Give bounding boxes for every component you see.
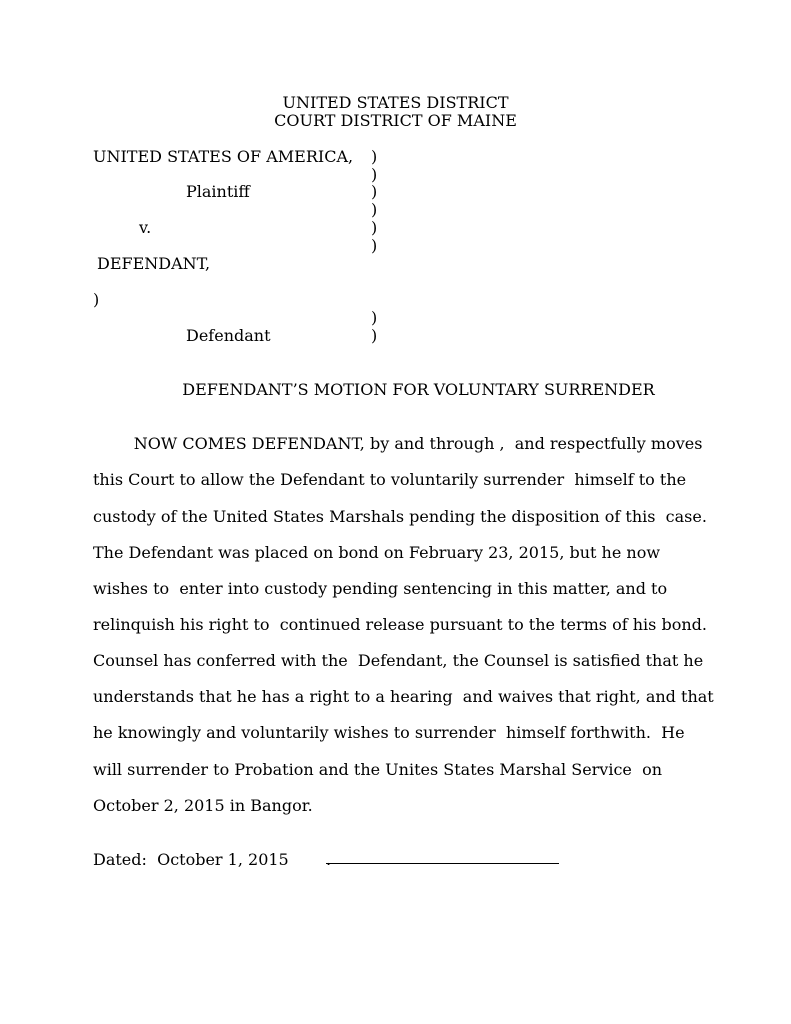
body-line: he knowingly and voluntarily wishes to surrender himself forthwith. He bbox=[93, 723, 685, 742]
stray-parenthesis: ) bbox=[93, 290, 100, 309]
caption-paren: ) bbox=[371, 326, 378, 345]
caption-paren: ) bbox=[371, 308, 378, 327]
body-line: The Defendant was placed on bond on February 23, 2015, but he now bbox=[93, 543, 661, 562]
dated-label: Dated: October 1, 2015 bbox=[93, 850, 289, 869]
plaintiff-name: UNITED STATES OF AMERICA, bbox=[93, 147, 354, 166]
caption-paren: ) bbox=[371, 182, 378, 201]
signature-mark: . bbox=[326, 850, 332, 869]
body-line: understands that he has a right to a hearing and waives that right, and that bbox=[93, 687, 714, 706]
body-line: NOW COMES DEFENDANT, by and through , and respectfully moves bbox=[93, 434, 703, 453]
defendant-role: Defendant bbox=[186, 326, 271, 345]
caption-paren: ) bbox=[371, 236, 378, 255]
plaintiff-role: Plaintiff bbox=[186, 182, 250, 201]
defendant-name: DEFENDANT, bbox=[97, 254, 211, 273]
court-header-line-2: COURT DISTRICT OF MAINE bbox=[274, 111, 517, 130]
body-line: will surrender to Probation and the Unites States Marshal Service on bbox=[93, 760, 662, 779]
caption-paren: ) bbox=[371, 200, 378, 219]
court-header-line-1: UNITED STATES DISTRICT bbox=[282, 93, 509, 112]
body-line: custody of the United States Marshals pending the disposition of this case. bbox=[93, 507, 707, 526]
body-line: October 2, 2015 in Bangor. bbox=[93, 796, 313, 815]
body-line: relinquish his right to continued release pursuant to the terms of his bond. bbox=[93, 615, 707, 634]
caption-paren: ) bbox=[371, 218, 378, 237]
body-line: wishes to enter into custody pending sentencing in this matter, and to bbox=[93, 579, 668, 598]
caption-paren: ) bbox=[371, 147, 378, 166]
body-line: this Court to allow the Defendant to voluntarily surrender himself to the bbox=[93, 470, 687, 489]
caption-paren: ) bbox=[371, 165, 378, 184]
versus-label: v. bbox=[139, 218, 152, 237]
body-line: Counsel has conferred with the Defendant, the Counsel is satisfied that he bbox=[93, 651, 704, 670]
signature-line bbox=[326, 851, 559, 864]
motion-title: DEFENDANT’S MOTION FOR VOLUNTARY SURRENDER bbox=[182, 380, 655, 399]
